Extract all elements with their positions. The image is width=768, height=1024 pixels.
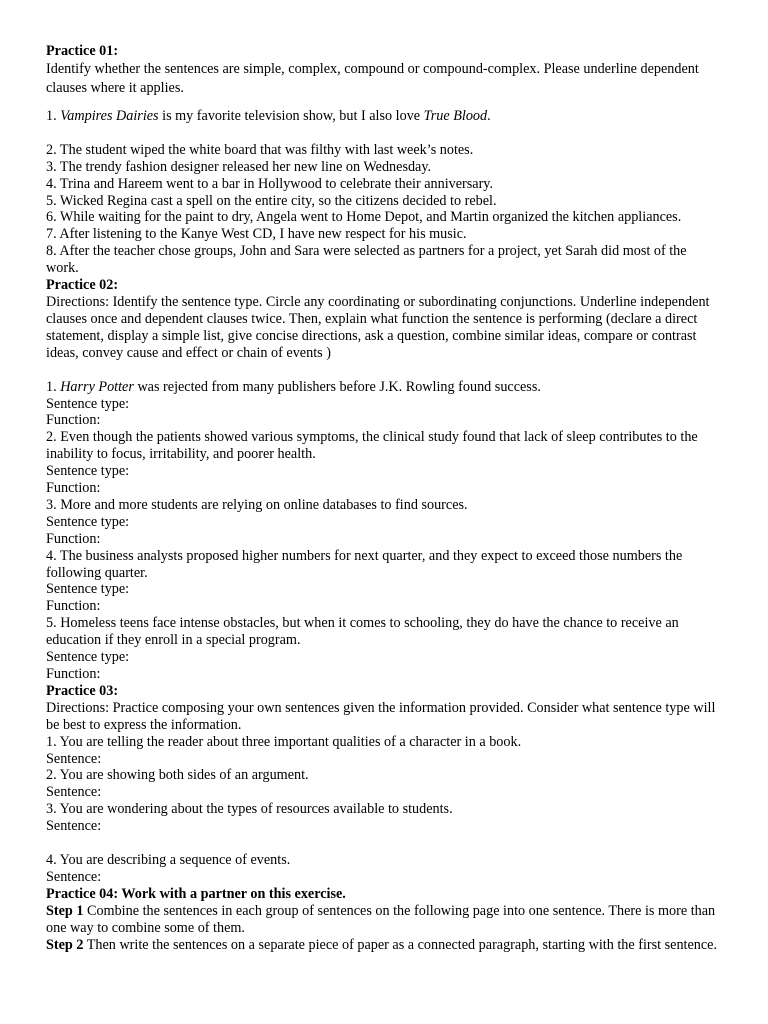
function-label: Function: [46, 598, 101, 615]
function-label: Function: [46, 412, 101, 429]
practice-01-item-7: 7. After listening to the Kanye West CD, I have new respect for his music. [46, 226, 467, 243]
practice-03-directions: Directions: Practice composing your own sentences given the information provided. Consider what sentence type will be best to express the information. [46, 699, 716, 733]
sentence-label: Sentence: [46, 868, 102, 885]
practice-02-question-3: 3. More and more students are relying on online databases to find sources. [46, 496, 468, 513]
function-label: Function: [46, 530, 101, 547]
practice-01-item-1: 1. Vampires Dairies is my favorite television show, but I also love True Blood. [46, 107, 491, 124]
practice-02-heading: Practice 02: [46, 277, 119, 294]
practice-04-heading: Practice 04: Work with a partner on this exercise. [46, 885, 346, 902]
practice-03-item-1: 1. You are telling the reader about three important qualities of a character in a book. [46, 733, 522, 750]
practice-03-item-3: 3. You are wondering about the types of resources available to students. [46, 801, 453, 818]
practice-01-item-5: 5. Wicked Regina cast a spell on the entire city, so the citizens decided to rebel. [46, 192, 497, 209]
practice-01-intro: Identify whether the sentences are simple, complex, compound or compound-complex. Please underline dependent clauses where it applies. [46, 60, 699, 96]
sentence-type-label: Sentence type: [46, 581, 130, 598]
practice-04-step-1: Step 1 Combine the sentences in each group of sentences on the following page into one sentence. There is more than one way to combine some of them. [46, 902, 716, 936]
sentence-type-label: Sentence type: [46, 463, 130, 480]
practice-02-question-5: 5. Homeless teens face intense obstacles, but when it comes to schooling, they do have the chance to receive an education if they enroll in a special program. [46, 615, 679, 649]
sentence-label: Sentence: [46, 784, 102, 801]
practice-01-item-2: 2. The student wiped the white board that was filthy with last week’s notes. [46, 141, 474, 158]
practice-02-question-2: 2. Even though the patients showed various symptoms, the clinical study found that lack of sleep contributes to the inability to focus, irritability, and poorer health. [46, 429, 698, 463]
sentence-type-label: Sentence type: [46, 513, 130, 530]
practice-01-item-8: 8. After the teacher chose groups, John and Sara were selected as partners for a project, yet Sarah did most of the work. [46, 243, 687, 277]
practice-02-question-4: 4. The business analysts proposed higher numbers for next quarter, and they expect to exceed those numbers the following quarter. [46, 547, 683, 581]
practice-03-item-2: 2. You are showing both sides of an argument. [46, 767, 309, 784]
practice-04-step-2: Step 2 Then write the sentences on a separate piece of paper as a connected paragraph, starting with the first sentence. [46, 936, 718, 953]
sentence-label: Sentence: [46, 750, 102, 767]
practice-03-heading: Practice 03: [46, 682, 119, 699]
practice-01-item-6: 6. While waiting for the paint to dry, Angela went to Home Depot, and Martin organized the kitchen appliances. [46, 209, 682, 226]
sentence-label: Sentence: [46, 818, 102, 835]
practice-01-item-4: 4. Trina and Hareem went to a bar in Hollywood to celebrate their anniversary. [46, 175, 494, 192]
practice-01-heading: Practice 01: [46, 43, 119, 59]
sentence-type-label: Sentence type: [46, 649, 130, 666]
practice-02-directions: Directions: Identify the sentence type. Circle any coordinating or subordinating conjunctions. Underline independent clauses once and dependent clauses twice. Then, explain what function the sentence is performing (declare a direct statement, display a simple list, give concise directions, ask a question, combine similar ideas, compare or contrast ideas, convey cause and effect or chain of events ) [46, 293, 710, 361]
sentence-type-label: Sentence type: [46, 395, 130, 412]
practice-01-item-3: 3. The trendy fashion designer released her new line on Wednesday. [46, 158, 432, 175]
function-label: Function: [46, 666, 101, 682]
function-label: Function: [46, 480, 101, 497]
practice-02-question-1: 1. Harry Potter was rejected from many publishers before J.K. Rowling found success. [46, 378, 541, 395]
practice-03-item-4: 4. You are describing a sequence of events. [46, 852, 291, 869]
